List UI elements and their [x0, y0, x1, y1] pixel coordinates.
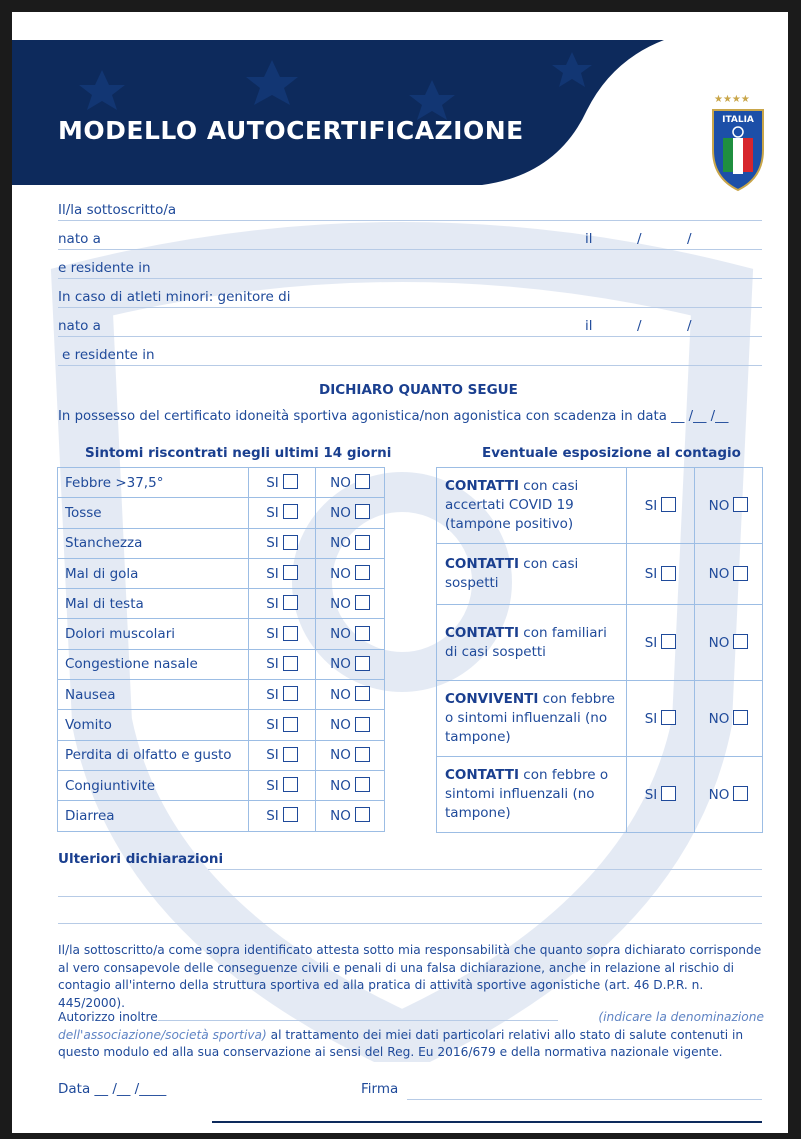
yes-label: SI [266, 747, 279, 764]
symptom-row [58, 801, 385, 831]
exposure-label-bold: CONTATTI [445, 478, 519, 494]
symptom-row [58, 680, 385, 710]
further-declarations-field-2[interactable] [58, 896, 762, 897]
symptom-yes-option[interactable] [249, 740, 316, 770]
exposure-no-option[interactable] [695, 605, 763, 681]
yes-checkbox[interactable] [283, 656, 298, 671]
exposure-label [437, 757, 627, 833]
symptom-yes-option[interactable] [249, 619, 316, 649]
yes-label: SI [644, 786, 658, 803]
symptom-label: Congiuntivite [58, 770, 249, 800]
symptom-no-option[interactable] [316, 710, 385, 740]
further-declarations-field[interactable] [208, 869, 762, 870]
no-label: NO [708, 710, 730, 727]
exposure-label [437, 544, 627, 605]
exposure-row [437, 757, 763, 833]
symptom-row [58, 528, 385, 558]
residence-field[interactable] [58, 278, 762, 279]
further-declarations-heading: Ulteriori dichiarazioni [58, 851, 224, 867]
italia-crest-icon [708, 90, 768, 194]
birth-field[interactable] [58, 249, 762, 250]
no-label: NO [708, 786, 730, 803]
exposure-row [437, 468, 763, 544]
yes-label: SI [266, 807, 279, 824]
yes-checkbox[interactable] [661, 710, 676, 725]
symptom-yes-option[interactable] [249, 710, 316, 740]
further-declarations-field-3[interactable] [58, 923, 762, 924]
no-checkbox[interactable] [355, 474, 370, 489]
symptom-no-option[interactable] [316, 770, 385, 800]
symptom-row [58, 649, 385, 679]
exposure-label [437, 605, 627, 681]
no-label: NO [708, 566, 730, 582]
footer-rule [212, 1121, 762, 1123]
symptom-no-option[interactable] [316, 801, 385, 831]
yes-label: SI [644, 566, 658, 582]
born-at-label-2: nato a [58, 318, 101, 334]
no-label: NO [330, 656, 351, 673]
no-label: NO [330, 626, 351, 643]
born-on-label: il [585, 231, 593, 247]
yes-checkbox[interactable] [283, 565, 298, 580]
symptom-no-option[interactable] [316, 589, 385, 619]
symptom-label: Febbre >37,5° [58, 468, 249, 498]
exposure-yes-option[interactable] [627, 757, 695, 833]
symptom-no-option[interactable] [316, 498, 385, 528]
window-frame-bottom [0, 1133, 801, 1139]
exposure-no-option[interactable] [695, 468, 763, 544]
exposure-row [437, 681, 763, 757]
exposure-label-rest: con febbre o sintomi influenzali (no tampone) [445, 767, 609, 821]
symptom-label: Tosse [58, 498, 249, 528]
born-at-label: nato a [58, 231, 101, 247]
yes-checkbox[interactable] [283, 626, 298, 641]
declaration-heading: DICHIARO QUANTO SEGUE [319, 382, 518, 398]
signature-label: Firma [361, 1081, 399, 1097]
organization-field[interactable] [158, 1009, 558, 1021]
exposure-label-bold: CONTATTI [445, 767, 519, 783]
yes-label: SI [266, 686, 279, 703]
symptom-label: Perdita di olfatto e gusto [58, 740, 249, 770]
yes-checkbox[interactable] [661, 786, 676, 801]
exposure-row [437, 544, 763, 605]
no-label: NO [330, 565, 351, 582]
crest-label: ITALIA [722, 115, 754, 125]
yes-label: SI [266, 656, 279, 673]
symptom-yes-option[interactable] [249, 528, 316, 558]
no-checkbox[interactable] [355, 686, 370, 701]
symptom-yes-option[interactable] [249, 801, 316, 831]
window-frame-top [0, 0, 801, 12]
exposure-no-option[interactable] [695, 544, 763, 605]
symptom-no-option[interactable] [316, 680, 385, 710]
symptom-label: Dolori muscolari [58, 619, 249, 649]
yes-label: SI [266, 595, 279, 612]
yes-checkbox[interactable] [283, 777, 298, 792]
resident-label: e residente in [58, 260, 151, 276]
exposure-table [436, 467, 763, 833]
symptom-label: Congestione nasale [58, 649, 249, 679]
exposure-label-bold: CONTATTI [445, 624, 519, 641]
symptoms-heading: Sintomi riscontrati negli ultimi 14 giorni [85, 445, 392, 461]
date-separator: / [637, 318, 642, 334]
symptom-label: Nausea [58, 680, 249, 710]
attestation-paragraph: Il/la sottoscritto/a come sopra identificato attesta sotto mia responsabilità che quanto sopra dichiarato corrisponde al vero consapevole delle conseguenze civili e penali di una falsa dichiarazione, anche in relazione al rischio di contagio all'interno della struttura sportiva ed alla pratica di attività sportive agonistiche (art. 46 D.P.R. n. 445/2000). [58, 943, 762, 1010]
form-page [12, 12, 788, 1133]
yes-label: SI [266, 777, 279, 794]
no-checkbox[interactable] [355, 565, 370, 580]
signature-field[interactable] [407, 1099, 762, 1100]
exposure-row [437, 605, 763, 681]
exposure-yes-option[interactable] [627, 468, 695, 544]
exposure-no-option[interactable] [695, 681, 763, 757]
yes-label: SI [266, 626, 279, 643]
exposure-label [437, 468, 627, 544]
no-checkbox[interactable] [355, 807, 370, 822]
symptom-row [58, 710, 385, 740]
consent-lead: Autorizzo inoltre [58, 1010, 158, 1024]
yes-checkbox[interactable] [283, 717, 298, 732]
yes-label: SI [266, 717, 279, 734]
yes-label: SI [266, 565, 279, 582]
date-field[interactable]: Data __ /__ /____ [58, 1081, 167, 1097]
symptom-no-option[interactable] [316, 619, 385, 649]
no-label: NO [708, 634, 730, 651]
consent-body: al trattamento dei miei dati particolari relativi allo stato di salute contenuti in questo modulo ed alla sua conservazione ai sensi del Reg. Eu 2016/679 e della normativa nazionale vigente. [58, 1027, 744, 1059]
certificate-statement: In possesso del certificato idoneità sportiva agonistica/non agonistica con scadenza in data __ /__ /__ [58, 409, 729, 424]
no-checkbox[interactable] [355, 595, 370, 610]
consent-hint-a: (indicare la denominazione [598, 1010, 764, 1024]
symptom-yes-option[interactable] [249, 770, 316, 800]
no-label: NO [330, 747, 351, 764]
minor-birth-field[interactable] [58, 336, 762, 337]
symptom-row [58, 589, 385, 619]
no-label: NO [330, 595, 351, 612]
exposure-no-option[interactable] [695, 757, 763, 833]
yes-label: SI [266, 474, 279, 491]
no-checkbox[interactable] [355, 535, 370, 550]
window-frame-right [788, 0, 801, 1139]
yes-checkbox[interactable] [283, 474, 298, 489]
minor-residence-field[interactable] [58, 365, 762, 366]
no-label: NO [330, 504, 351, 521]
yes-checkbox[interactable] [283, 535, 298, 550]
exposure-label [437, 681, 627, 757]
date-separator: / [637, 231, 642, 247]
born-on-label-2: il [585, 318, 593, 334]
yes-label: SI [266, 535, 279, 552]
exposure-yes-option[interactable] [627, 681, 695, 757]
no-checkbox[interactable] [733, 566, 748, 581]
symptom-yes-option[interactable] [249, 468, 316, 498]
no-label: NO [330, 717, 351, 734]
date-separator: / [687, 231, 692, 247]
no-checkbox[interactable] [733, 710, 748, 725]
no-label: NO [330, 777, 351, 794]
signer-label: Il/la sottoscritto/a [58, 202, 177, 218]
symptom-row [58, 740, 385, 770]
window-frame-left [0, 0, 12, 1139]
symptom-row [58, 770, 385, 800]
symptom-yes-option[interactable] [249, 589, 316, 619]
symptom-yes-option[interactable] [249, 498, 316, 528]
no-label: NO [330, 686, 351, 703]
symptom-no-option[interactable] [316, 468, 385, 498]
symptom-row [58, 498, 385, 528]
yes-label: SI [644, 634, 658, 651]
no-label: NO [708, 497, 730, 514]
yes-checkbox[interactable] [661, 634, 676, 649]
no-checkbox[interactable] [355, 777, 370, 792]
no-checkbox[interactable] [355, 504, 370, 519]
symptom-no-option[interactable] [316, 528, 385, 558]
yes-checkbox[interactable] [661, 566, 676, 581]
yes-checkbox[interactable] [283, 595, 298, 610]
svg-text:★★★★: ★★★★ [714, 94, 750, 105]
yes-checkbox[interactable] [283, 747, 298, 762]
symptom-label: Diarrea [58, 801, 249, 831]
no-checkbox[interactable] [355, 747, 370, 762]
symptom-label: Mal di testa [58, 589, 249, 619]
date-separator: / [687, 318, 692, 334]
no-checkbox[interactable] [733, 786, 748, 801]
no-label: NO [330, 474, 351, 491]
yes-label: SI [644, 497, 658, 514]
symptom-yes-option[interactable] [249, 558, 316, 588]
no-label: NO [330, 535, 351, 552]
symptom-no-option[interactable] [316, 740, 385, 770]
yes-checkbox[interactable] [283, 807, 298, 822]
yes-label: SI [644, 710, 658, 727]
exposure-label-bold: CONVIVENTI [445, 691, 539, 707]
symptoms-table [57, 467, 385, 832]
yes-label: SI [266, 504, 279, 521]
exposure-label-rest: con casi sospetti [445, 556, 579, 591]
document-title: MODELLO AUTOCERTIFICAZIONE [58, 116, 524, 145]
yes-checkbox[interactable] [661, 497, 676, 512]
no-checkbox[interactable] [355, 626, 370, 641]
no-checkbox[interactable] [355, 656, 370, 671]
exposure-yes-option[interactable] [627, 544, 695, 605]
symptom-row [58, 558, 385, 588]
exposure-label-bold: CONTATTI [445, 556, 519, 572]
exposure-label-rest: con febbre o sintomi influenzali (no tampone) [445, 691, 615, 745]
no-label: NO [330, 807, 351, 824]
symptom-row [58, 619, 385, 649]
signer-field[interactable] [58, 220, 762, 221]
no-checkbox[interactable] [733, 497, 748, 512]
yes-checkbox[interactable] [283, 686, 298, 701]
resident-label-2: e residente in [62, 347, 155, 363]
minor-name-field[interactable] [58, 307, 762, 308]
exposure-label-rest: con casi accertati COVID 19 (tampone positivo) [445, 478, 579, 532]
symptom-label: Stanchezza [58, 528, 249, 558]
yes-checkbox[interactable] [283, 504, 298, 519]
consent-hint-b: dell'associazione/società sportiva) [58, 1027, 267, 1042]
no-checkbox[interactable] [733, 634, 748, 649]
exposure-yes-option[interactable] [627, 605, 695, 681]
no-checkbox[interactable] [355, 717, 370, 732]
symptom-row [58, 468, 385, 498]
symptom-no-option[interactable] [316, 649, 385, 679]
symptom-label: Mal di gola [58, 558, 249, 588]
consent-paragraph [58, 1009, 764, 1062]
exposure-heading: Eventuale esposizione al contagio [482, 445, 741, 461]
symptom-no-option[interactable] [316, 558, 385, 588]
symptom-yes-option[interactable] [249, 680, 316, 710]
minor-parent-label: In caso di atleti minori: genitore di [58, 289, 291, 305]
symptom-yes-option[interactable] [249, 649, 316, 679]
symptom-label: Vomito [58, 710, 249, 740]
exposure-label-rest: con familiari di casi sospetti [445, 624, 607, 660]
